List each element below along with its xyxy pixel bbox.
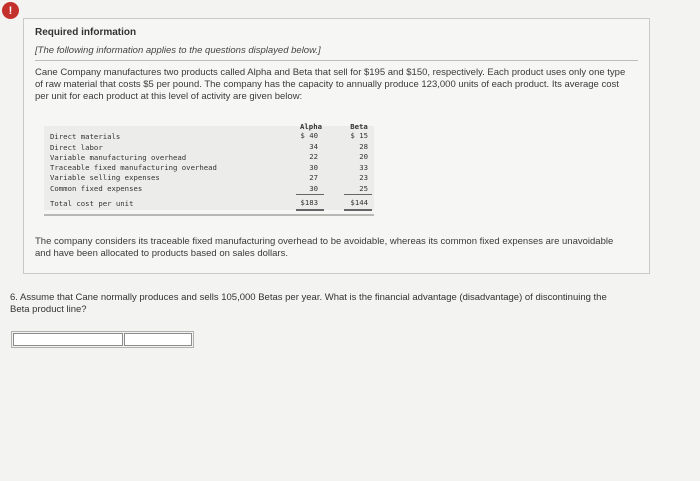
row-label: Variable manufacturing overhead bbox=[50, 153, 187, 162]
total-rule-beta bbox=[344, 209, 372, 211]
problem-description: Cane Company manufactures two products called Alpha and Beta that sell for $195 and $150, respectively. Each product uses only one type of raw material that costs $5 per pound. The company has the capacity to annually produce 123,000 units of each product. Its average cost per unit for each product at this level of activity are given below: bbox=[35, 67, 626, 102]
column-header-beta: Beta bbox=[350, 122, 368, 131]
beta-value: 28 bbox=[359, 142, 368, 151]
info-title: Required information bbox=[35, 27, 137, 38]
subtotal-rule-alpha bbox=[296, 194, 324, 195]
column-header-alpha: Alpha bbox=[300, 122, 322, 131]
row-label: Direct labor bbox=[50, 143, 103, 152]
alpha-value: 30 bbox=[309, 163, 318, 172]
beta-value: 23 bbox=[359, 173, 368, 182]
beta-value: 33 bbox=[359, 163, 368, 172]
answer-label-field[interactable] bbox=[13, 333, 123, 346]
row-label: Variable selling expenses bbox=[50, 173, 160, 182]
overhead-note: The company considers its traceable fixed manufacturing overhead to be avoidable, whereas its common fixed expenses are unavoidable and have been allocated to products based on sales dollars. bbox=[35, 236, 614, 259]
cost-table bbox=[44, 122, 374, 217]
total-row-label: Total cost per unit bbox=[50, 199, 134, 208]
question-6: 6. Assume that Cane normally produces and sells 105,000 Betas per year. What is the financial advantage (disadvantage) of discontinuing the Beta product line? bbox=[10, 292, 607, 315]
alpha-total: $183 bbox=[300, 198, 318, 207]
row-label: Direct materials bbox=[50, 132, 121, 141]
row-label: Common fixed expenses bbox=[50, 184, 143, 193]
row-label: Traceable fixed manufacturing overhead bbox=[50, 163, 217, 172]
subtotal-rule-beta bbox=[344, 194, 372, 195]
alpha-value: 30 bbox=[309, 184, 318, 193]
required-information-panel bbox=[23, 18, 650, 274]
divider bbox=[35, 60, 638, 61]
total-rule-alpha bbox=[296, 209, 324, 211]
info-subtitle: [The following information applies to the questions displayed below.] bbox=[35, 45, 321, 56]
alpha-value: 22 bbox=[309, 152, 318, 161]
beta-value: $ 15 bbox=[350, 131, 368, 140]
beta-value: 25 bbox=[359, 184, 368, 193]
table-bottom-rule bbox=[44, 214, 374, 216]
answer-amount-field[interactable] bbox=[124, 333, 192, 346]
beta-total: $144 bbox=[350, 198, 368, 207]
alert-icon: ! bbox=[2, 2, 19, 19]
alpha-value: 34 bbox=[309, 142, 318, 151]
beta-value: 20 bbox=[359, 152, 368, 161]
alpha-value: $ 40 bbox=[300, 131, 318, 140]
alpha-value: 27 bbox=[309, 173, 318, 182]
